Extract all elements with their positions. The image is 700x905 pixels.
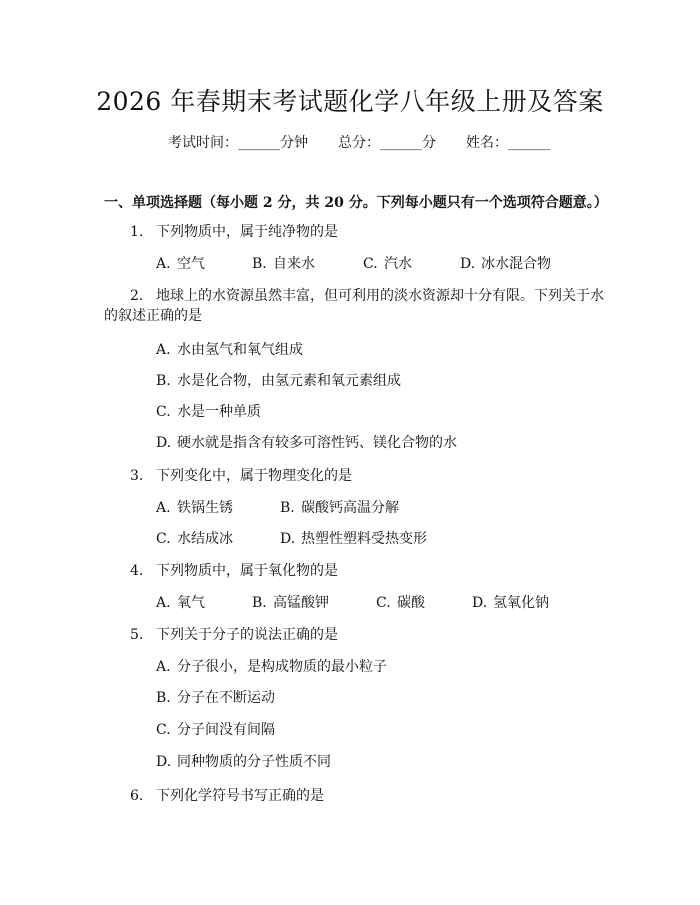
question-6 bbox=[130, 786, 324, 806]
option-d: D. 硬水就是指含有较多可溶性钙、镁化合物的水 bbox=[156, 435, 457, 451]
option-a: A. 分子很小，是构成物质的最小粒子 bbox=[156, 659, 387, 675]
option-c: C. 水是一种单质 bbox=[156, 404, 261, 420]
question-text: 下列关于分子的说法正确的是 bbox=[156, 627, 338, 643]
question-text: 地球上的水资源虽然丰富，但可利用的淡水资源却十分有限。下列关于水 bbox=[156, 288, 604, 304]
option-a: A. 氧气 bbox=[156, 595, 205, 611]
option-d: D. 冰水混合物 bbox=[460, 256, 551, 272]
option-b: B. 高锰酸钾 bbox=[252, 595, 329, 611]
option-c: C. 分子间没有间隔 bbox=[156, 722, 275, 738]
page-title: 2026 年春期末考试题化学八年级上册及答案 bbox=[96, 87, 604, 116]
question-number: 2. bbox=[130, 288, 144, 304]
option-d: D. 同种物质的分子性质不同 bbox=[156, 754, 331, 770]
option-c: C. 汽水 bbox=[363, 256, 412, 272]
question-3 bbox=[130, 466, 352, 486]
option-c: C. 水结成冰 bbox=[156, 531, 233, 547]
option-c: C. 碳酸 bbox=[376, 595, 425, 611]
option-a: A. 铁锅生锈 bbox=[156, 500, 233, 516]
option-d: D. 氢氧化钠 bbox=[472, 595, 549, 611]
question-text: 下列物质中，属于纯净物的是 bbox=[156, 224, 338, 240]
exam-time-field: 考试时间：______分钟 bbox=[168, 135, 308, 151]
name-field: 姓名：______ bbox=[466, 135, 550, 151]
question-text: 下列物质中，属于氧化物的是 bbox=[156, 563, 338, 579]
question-2-continued: 的叙述正确的是 bbox=[104, 308, 202, 324]
exam-info-line bbox=[168, 132, 550, 152]
option-a: A. 水由氢气和氧气组成 bbox=[156, 342, 303, 358]
option-d: D. 热塑性塑料受热变形 bbox=[280, 531, 427, 547]
section-heading: 一、单项选择题（每小题 2 分，共 20 分。下列每小题只有一个选项符合题意。） bbox=[104, 195, 608, 211]
question-5 bbox=[130, 625, 338, 645]
question-number: 4. bbox=[130, 563, 144, 579]
option-a: A. 空气 bbox=[156, 256, 205, 272]
question-number: 6. bbox=[130, 788, 144, 804]
option-b: B. 碳酸钙高温分解 bbox=[280, 500, 399, 516]
question-4 bbox=[130, 561, 338, 581]
question-text: 下列变化中，属于物理变化的是 bbox=[156, 468, 352, 484]
option-b: B. 自来水 bbox=[252, 256, 315, 272]
total-score-field: 总分：______分 bbox=[338, 135, 436, 151]
option-b: B. 水是化合物，由氢元素和氧元素组成 bbox=[156, 373, 401, 389]
question-number: 3. bbox=[130, 468, 144, 484]
question-text: 下列化学符号书写正确的是 bbox=[156, 788, 324, 804]
question-number: 5. bbox=[130, 627, 144, 643]
option-b: B. 分子在不断运动 bbox=[156, 690, 275, 706]
question-1 bbox=[130, 222, 338, 242]
question-number: 1. bbox=[130, 224, 144, 240]
question-2 bbox=[130, 286, 604, 306]
